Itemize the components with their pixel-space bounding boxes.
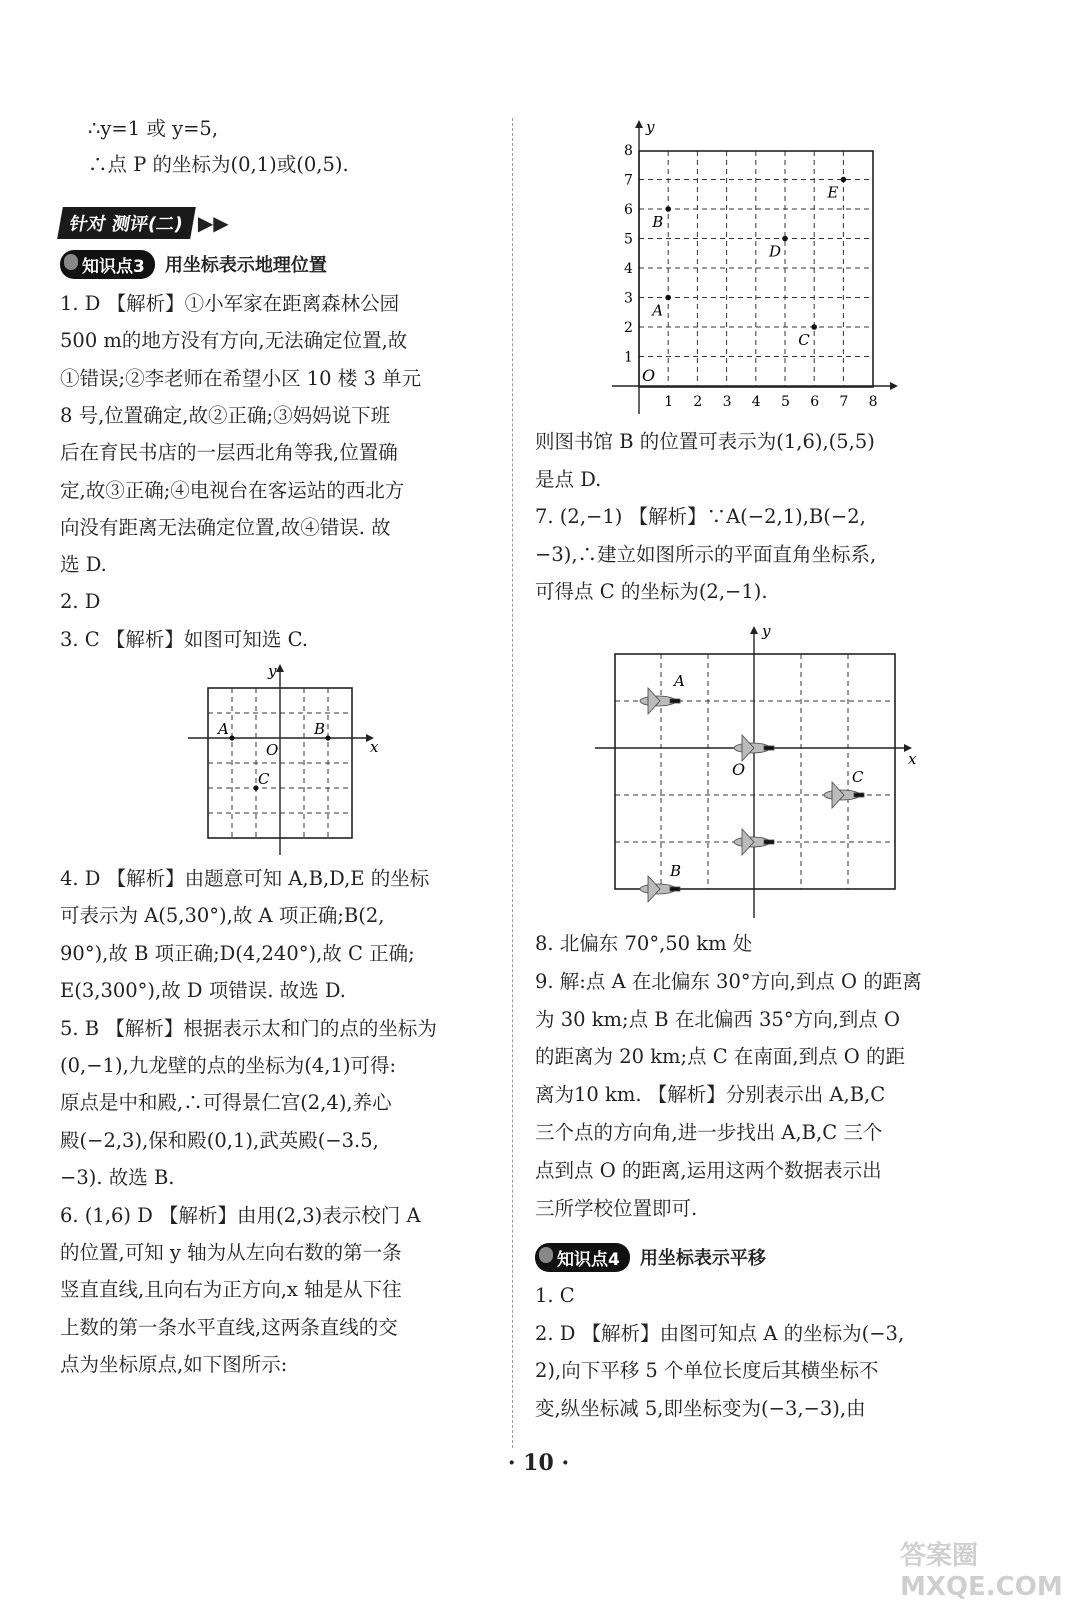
x-tick-label: 7 [839, 394, 849, 410]
answer-line: 2),向下平移 5 个单位长度后其横坐标不 [535, 1359, 879, 1382]
grid-point-b [665, 206, 671, 212]
x-tick-label: 6 [810, 394, 820, 410]
axis-x-label: x [370, 738, 379, 756]
answer-line: 三所学校位置即可. [535, 1196, 698, 1220]
y-tick-label: 4 [624, 261, 633, 277]
answer-line: 定,故③正确;④电视台在客运站的西北方 [60, 478, 405, 502]
section-3-tag: 知识点3 [60, 250, 155, 279]
plane-origin-label: O [732, 760, 746, 779]
point-a [229, 735, 234, 740]
answer-line: 8 号,位置确定,故②正确;③妈妈说下班 [60, 403, 391, 427]
grid-point-a [665, 295, 671, 301]
answer-line: 是点 D. [535, 467, 602, 491]
answer-line: 的位置,可知 y 轴为从左向右数的第一条 [60, 1241, 402, 1264]
intro-line-1: ∴y=1 或 y=5, [88, 117, 219, 140]
x-tick-label: 4 [751, 394, 761, 410]
answer-line: 可得点 C 的坐标为(2,−1). [535, 580, 768, 603]
answer-line: 5. B 【解析】根据表示太和门的点的坐标为 [60, 1016, 437, 1040]
section-3-title: 用坐标表示地理位置 [164, 255, 327, 276]
answer-line: 殿(−2,3),保和殿(0,1),武英殿(−3.5, [60, 1128, 379, 1152]
test-banner [60, 207, 229, 237]
figure-q7-plane [590, 622, 920, 922]
y-tick-label: 8 [624, 143, 633, 159]
page-number: · 10 · [507, 1450, 570, 1476]
grid-point-label: A [652, 301, 664, 320]
section-4-tag: 知识点4 [535, 1243, 630, 1272]
answer-line: 7. (2,−1) 【解析】∵A(−2,1),B(−2, [535, 505, 866, 528]
y-tick-label: 5 [624, 231, 633, 248]
grid-point-label: B [652, 213, 664, 231]
banner-label: 针对 测评(二) [57, 207, 195, 239]
grid-axis-y-label: y [646, 118, 655, 136]
x-tick-label: 5 [781, 394, 790, 410]
figure-q6-grid [610, 118, 910, 418]
answer-line: 则图书馆 B 的位置可表示为(1,6),(5,5) [535, 430, 875, 453]
answer-line: 变,纵坐标减 5,即坐标变为(−3,−3),由 [535, 1396, 866, 1420]
point-b-label: B [314, 720, 326, 738]
y-tick-label: 6 [624, 202, 633, 218]
axis-y-label: y [268, 662, 277, 680]
answer-line: 6. (1,6) D 【解析】由用(2,3)表示校门 A [60, 1203, 421, 1227]
grid-point-label: E [827, 183, 839, 202]
y-tick-label: 2 [624, 320, 633, 336]
section-3-header [60, 250, 327, 278]
answer-line: 点为坐标原点,如下图所示: [60, 1353, 288, 1377]
answer-line: (0,−1),九龙壁的点的坐标为(4,1)可得: [60, 1054, 397, 1077]
intro-line-2: ∴点 P 的坐标为(0,1)或(0,5). [88, 153, 349, 176]
answer-line: E(3,300°),故 D 项错误. 故选 D. [60, 979, 346, 1003]
plane-a-label: A [674, 672, 685, 690]
grid-point-d [782, 236, 788, 242]
section-4-header [535, 1243, 766, 1271]
grid-point-e [841, 177, 847, 183]
grid-point-label: D [769, 242, 782, 261]
x-tick-label: 3 [722, 394, 732, 410]
answer-line: 2. D [60, 590, 101, 614]
grid-point-label: C [798, 331, 810, 349]
answer-line: 1. D 【解析】①小军家在距离森林公园 [60, 292, 400, 315]
answer-line: 上数的第一条水平直线,这两条直线的交 [60, 1315, 398, 1339]
answer-line: 后在育民书店的一层西北角等我,位置确 [60, 441, 398, 465]
banner-arrow-icon: ▶▶ [197, 211, 229, 235]
answer-line: 为 30 km;点 B 在北偏西 35°方向,到点 O [535, 1007, 900, 1031]
grid-origin-label: O [642, 366, 656, 385]
grid-point-c [811, 324, 817, 330]
x-tick-label: 1 [664, 394, 674, 410]
answer-line: 向没有距离无法确定位置,故④错误. 故 [60, 515, 391, 539]
plane-axis-y-label: y [762, 622, 771, 640]
answer-line: 9. 解:点 A 在北偏东 30°方向,到点 O 的距离 [535, 969, 922, 993]
answer-line: 竖直直线,且向右为正方向,x 轴是从下往 [60, 1278, 402, 1302]
answer-line: 点到点 O 的距离,运用这两个数据表示出 [535, 1158, 882, 1182]
figure-q3 [180, 660, 380, 860]
watermark: 答案圈 MXQE.COM [900, 1541, 1063, 1602]
answer-line: 3. C 【解析】如图可知选 C. [60, 627, 309, 651]
answer-line: 三个点的方向角,进一步找出 A,B,C 三个 [535, 1121, 883, 1144]
plane-b-label: B [670, 862, 682, 880]
x-tick-label: 8 [868, 394, 878, 410]
y-tick-label: 1 [624, 349, 633, 366]
y-tick-label: 3 [624, 290, 633, 307]
answer-line: −3). 故选 B. [60, 1166, 175, 1190]
answer-line: 可表示为 A(5,30°),故 A 项正确;B(2, [60, 904, 385, 928]
plane-a-icon [640, 688, 680, 714]
answer-line: 8. 北偏东 70°,50 km 处 [535, 932, 753, 955]
point-c-label: C [258, 770, 270, 788]
x-tick-label: 2 [693, 394, 703, 410]
point-b [325, 735, 330, 740]
y-tick-label: 7 [624, 172, 633, 189]
origin-label: O [266, 741, 279, 759]
column-divider [512, 118, 513, 1448]
answer-line: ①错误;②李老师在希望小区 10 楼 3 单元 [60, 366, 422, 390]
answer-line: 选 D. [60, 553, 107, 577]
answer-line: 500 m的地方没有方向,无法确定位置,故 [60, 329, 408, 353]
answer-line: 4. D 【解析】由题意可知 A,B,D,E 的坐标 [60, 867, 430, 890]
answer-line: 离为10 km. 【解析】分别表示出 A,B,C [535, 1083, 886, 1107]
section-4-title: 用坐标表示平移 [639, 1248, 766, 1269]
answer-line: 原点是中和殿,∴可得景仁宫(2,4),养心 [60, 1091, 392, 1115]
answer-line: 1. C [535, 1284, 575, 1307]
answer-line: −3),∴建立如图所示的平面直角坐标系, [535, 542, 877, 566]
answer-line: 90°),故 B 项正确;D(4,240°),故 C 正确; [60, 941, 415, 965]
plane-axis-x-label: x [908, 750, 917, 768]
plane-c-label: C [852, 768, 864, 786]
answer-line: 2. D 【解析】由图可知点 A 的坐标为(−3, [535, 1321, 905, 1345]
point-a-label: A [218, 720, 229, 738]
answer-line: 的距离为 20 km;点 C 在南面,到点 O 的距 [535, 1045, 905, 1069]
